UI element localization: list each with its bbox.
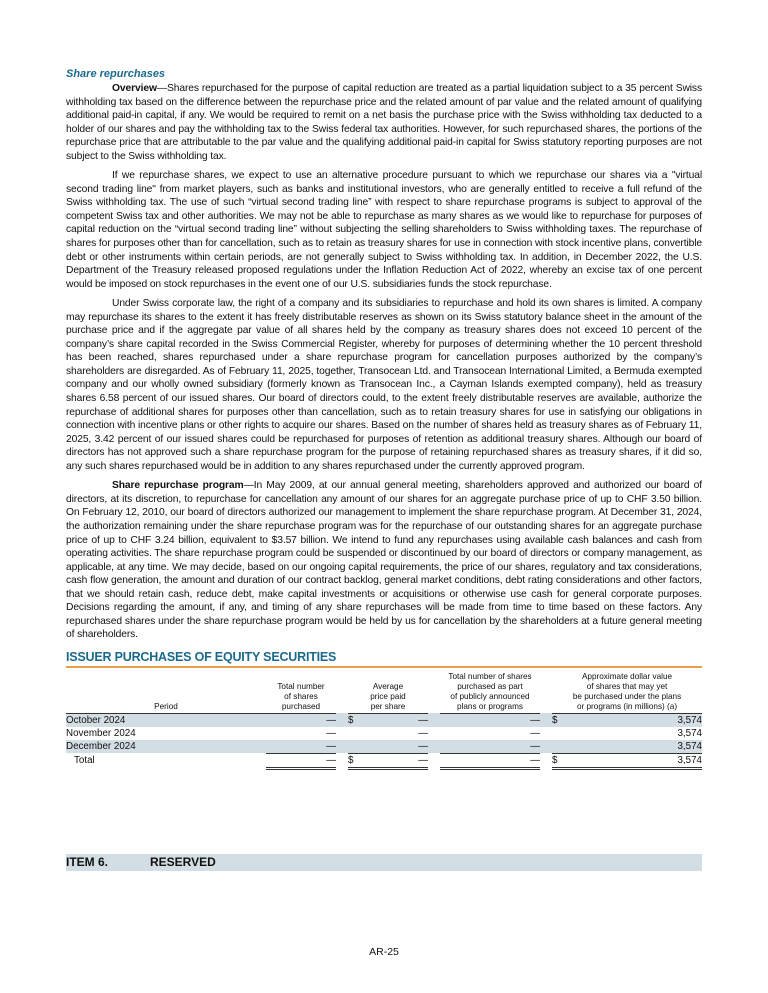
cell-approx-value: 3,574 (564, 753, 702, 768)
header-line: of publicly announced (450, 691, 530, 701)
paragraph-text: —In May 2009, at our annual general meeting, shareholders approved and authorized our board of directors, at its discretion, to repurchase for cancellation any amount of our shares for an aggregate purchase price of up to CHF 3.50 billion. On February 12, 2010, our board of directors authorized our management to implement the share repurchase program. At December 31, 2024, the authorization remaining under the share repurchase program was for the repurchase of our outstanding shares for an aggregate purchase price of up to CHF 3.24 billion, equivalent to $3.57 billion. We intend to fund any repurchases using available cash balances and cash from operating activities. The share repurchase program could be suspended or discontinued by our board of directors or company management, as applicable, at any time. We may decide, based on our ongoing capital requirements, the price of our shares, regulatory and tax considerations, cash flow generation, the amount and duration of our contract backlog, general market conditions, debt rating considerations and other factors, that we should retain cash, reduce debt, make capital investments or acquisitions or otherwise use cash for general corporate purposes. Decisions regarding the amount, if any, and timing of any share repurchases will be made from time to time based on these factors. Any repurchased shares under the share repurchase program would be held by us for cancellation by the shareholders at a future general meeting of shareholders. (66, 480, 702, 641)
spacer (428, 727, 440, 740)
issuer-purchases-table (66, 672, 702, 770)
header-line: per share (370, 701, 406, 711)
paragraph (66, 297, 702, 473)
table-row (66, 727, 702, 740)
spacer (336, 713, 348, 727)
table-title: ISSUER PURCHASES OF EQUITY SECURITIES (66, 650, 702, 668)
cell-approx-value: 3,574 (677, 727, 702, 739)
cell-price-cur: $ (348, 713, 360, 727)
cell-period: November 2024 (66, 727, 136, 739)
cell-avg-price: — (360, 753, 428, 768)
cell-avg-price: — (418, 727, 428, 739)
spacer (336, 727, 348, 740)
paragraph (66, 82, 702, 163)
paragraph-lead: Share repurchase program (112, 480, 244, 492)
cell-total-shares: — (266, 740, 336, 754)
cell-approx-value: 3,574 (564, 713, 702, 727)
item-number: ITEM 6. (66, 855, 109, 869)
cell-price-cur: $ (348, 753, 360, 768)
spacer (428, 740, 440, 754)
spacer (540, 753, 552, 768)
header-line: plans or programs (457, 701, 523, 711)
cell-public-plans: — (440, 753, 540, 768)
cell-avg-price: — (360, 713, 428, 727)
paragraph-text: Under Swiss corporate law, the right of a company and its subsidiaries to repurchase and hold its own shares is limited. A company may repurchase its shares to the extent it has freely distributable reserves as shown on its Swiss statutory balance sheet in the amount of the purchase price and if the aggregate par value of all shares held by the company as treasury shares does not exceed 10 percent of the company’s share capital recorded in the Swiss Commercial Register, whereby for purposes of determining whether the 10 percent threshold has been reached, shares repurchased under a share repurchase program for cancellation purposes authorized by the company’s shareholders are disregarded. As of February 11, 2025, together, Transocean Ltd. and Transocean International Limited, a Bermuda exempted company and our wholly owned subsidiary (formerly known as Transocean Inc., a Cayman Islands exempted company), held as treasury shares 6.58 percent of our issued shares. Our board of directors could, to the extent freely distributable reserves are available, authorize the repurchase of additional shares for purposes other than cancellation, such as to retain treasury shares for use in satisfying our obligations in connection with incentive plans or other rights to acquire our shares. Based on the number of shares held as treasury shares as of February 11, 2025, 3.42 percent of our issued shares could be repurchased for purposes of retention as additional treasury shares. Although our board of directors has not approved such a share repurchase program for the purpose of retaining repurchased shares as treasury shares, if it did so, any such shares repurchased would be in addition to any shares repurchased under the currently approved program. (66, 298, 702, 472)
header-line: price paid (370, 691, 406, 701)
paragraph-lead: Overview (112, 83, 157, 94)
cell-period: Total (74, 755, 95, 767)
header-line: purchased as part (457, 681, 523, 691)
header-line: Total number (277, 681, 325, 691)
spacer (336, 753, 348, 768)
cell-value-cur (552, 727, 564, 740)
spacer (428, 753, 440, 768)
cell-public-plans: — (440, 740, 540, 754)
header-total-shares (266, 672, 336, 714)
header-line: Average (372, 681, 404, 691)
spacer (428, 713, 440, 727)
cell-price-cur (348, 740, 360, 754)
header-line: or programs (in millions) (a) (576, 701, 678, 711)
cell-approx-value: 3,574 (564, 740, 702, 754)
cell-public-plans: — (440, 713, 540, 727)
spacer (540, 713, 552, 727)
cell-total-shares: — (266, 713, 336, 727)
section-title: Share repurchases (66, 68, 166, 80)
header-period: Period (66, 672, 266, 714)
cell-period: December 2024 (66, 740, 266, 754)
paragraph (66, 479, 702, 642)
header-line: of shares (284, 691, 318, 701)
cell-value-cur: $ (552, 753, 564, 768)
item6-heading (66, 854, 702, 871)
cell-total-shares: — (326, 727, 336, 739)
cell-avg-price: — (360, 740, 428, 754)
header-line: of shares that may yet (586, 681, 668, 691)
table-total-row (66, 753, 702, 768)
header-average-price (348, 672, 428, 714)
paragraphs (66, 82, 702, 642)
page-number: AR-25 (369, 946, 399, 958)
header-public-plans (440, 672, 540, 714)
cell-period: October 2024 (66, 713, 266, 727)
header-line: purchased (281, 701, 321, 711)
header-line: be purchased under the plans (572, 691, 682, 701)
item-title: RESERVED (150, 855, 216, 869)
cell-value-cur (552, 740, 564, 754)
paragraph-text: —Shares repurchased for the purpose of capital reduction are treated as a partial liquidation subject to a 35 percent Swiss withholding tax based on the difference between the repurchase price and the related amount of par value and the related amount of qualifying additional paid-in capital, if any. We would be required to remit on a net basis the purchase price with the Swiss withholding tax deducted to a holder of our shares and pay the withholding tax to the Swiss federal tax authorities. However, for such repurchased shares, the portions of the repurchase price that are attributable to the par value and the qualifying additional paid-in capital for Swiss statutory reporting purposes are not subject to the Swiss withholding tax. (66, 83, 702, 162)
paragraph (66, 169, 702, 291)
cell-price-cur (348, 727, 360, 740)
cell-total-shares: — (266, 753, 336, 768)
paragraph-text: If we repurchase shares, we expect to use an alternative procedure pursuant to which we repurchase our shares via a "virtual second trading line" from market players, such as banks and institutional investors, who are generally entitled to receive a full refund of the Swiss withholding tax. The use of such “virtual second trading line” with respect to share repurchase programs is subject to approval of the competent Swiss tax and other authorities. We may not be able to repurchase as many shares as we would like to repurchase for purposes of capital reduction on the “virtual second trading line” without subjecting the selling shareholders to Swiss withholding taxes. The repurchase of shares for purposes other than for cancellation, such as to retain as treasury shares for use in connection with stock incentive plans, convertible debt or other instruments within certain periods, are not generally subject to Swiss withholding tax. In addition, in December 2022, the U.S. Department of the Treasury released proposed regulations under the Inflation Reduction Act of 2022, whereby an excise tax of one percent would be imposed on stock repurchases in the event one of our U.S. subsidiaries funds the stock repurchase. (66, 170, 702, 290)
table-row (66, 713, 702, 727)
spacer (336, 740, 348, 754)
header-line: Approximate dollar value (581, 671, 673, 681)
table-row (66, 740, 702, 754)
header-approx-value (552, 672, 702, 714)
content (66, 68, 702, 770)
cell-public-plans: — (530, 727, 540, 739)
cell-value-cur: $ (552, 713, 564, 727)
spacer (540, 740, 552, 754)
spacer (540, 727, 552, 740)
header-line: Total number of shares (448, 671, 532, 681)
